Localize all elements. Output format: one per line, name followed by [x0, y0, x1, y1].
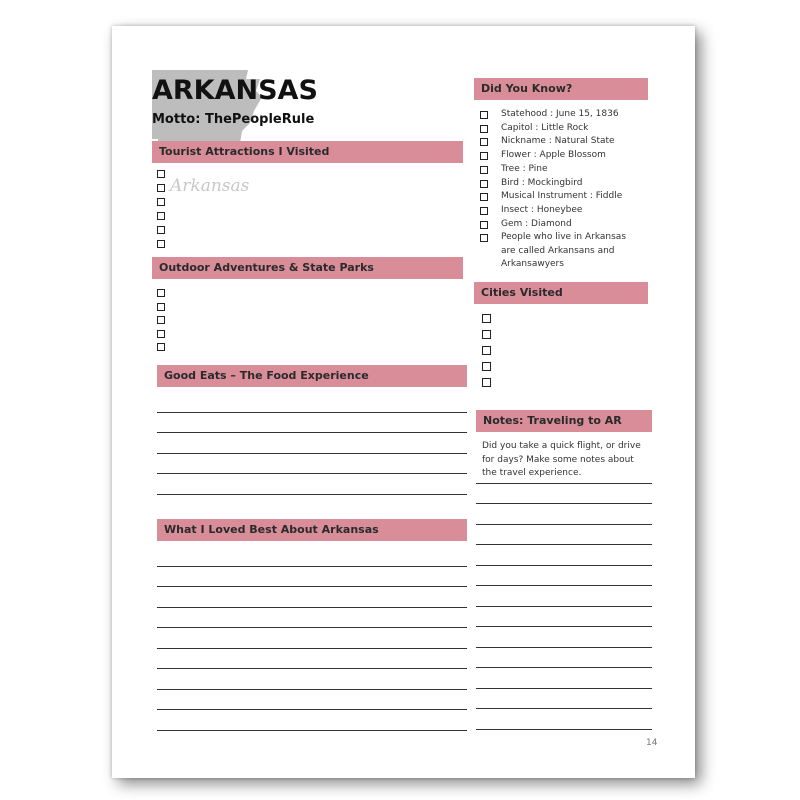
- writing-line[interactable]: [157, 648, 467, 649]
- writing-line[interactable]: [476, 483, 652, 484]
- writing-line[interactable]: [476, 626, 652, 627]
- checkbox[interactable]: [482, 378, 491, 387]
- page-number: 14: [646, 738, 658, 748]
- planner-page: ARKANSAS Motto: ThePeopleRule Tourist Attractions I Visited Arkansas Outdoor Adventures & State Parks Good Eats – The Food Experience What I Loved Best About Arkansas Did You Know? Statehood : June 15, 1836 Capitol : Little Rock Nickname : Natural State Flower : Apple Blossom Tree : Pine Bird : Mockingbird Musical Instrument : Fiddle Insect : Honeybee Gem : Diamond People who live in Arkansas are called Arkansans and Arkansawyers Cities Visited Notes: Traveling to AR Did you take a quick flight, or drive for days? Make some notes about the travel experience. 14: [112, 26, 695, 778]
- writing-line[interactable]: [157, 668, 467, 669]
- arkansas-watermark: Arkansas: [170, 176, 250, 196]
- writing-line[interactable]: [157, 689, 467, 690]
- writing-line[interactable]: [476, 688, 652, 689]
- writing-line[interactable]: [476, 585, 652, 586]
- checkbox[interactable]: [157, 316, 165, 324]
- writing-line[interactable]: [157, 586, 467, 587]
- loved-best-header: What I Loved Best About Arkansas: [157, 519, 467, 541]
- checkbox[interactable]: [157, 240, 165, 248]
- notes-prompt: Did you take a quick flight, or drive for days? Make some notes about the travel experience.: [482, 441, 641, 478]
- checkbox[interactable]: [157, 212, 165, 220]
- good-eats-header: Good Eats – The Food Experience: [157, 365, 467, 387]
- writing-line[interactable]: [157, 494, 467, 495]
- checkbox[interactable]: [482, 346, 491, 355]
- writing-line[interactable]: [157, 432, 467, 433]
- page-title: ARKANSAS: [152, 75, 318, 106]
- writing-line[interactable]: [157, 412, 467, 413]
- writing-line[interactable]: [157, 627, 467, 628]
- checkbox[interactable]: [157, 198, 165, 206]
- writing-line[interactable]: [476, 524, 652, 525]
- checkbox[interactable]: [480, 193, 488, 201]
- checkbox[interactable]: [482, 314, 491, 323]
- writing-line[interactable]: [476, 544, 652, 545]
- outdoor-adventures-header: Outdoor Adventures & State Parks: [152, 257, 463, 279]
- checkbox[interactable]: [480, 180, 488, 188]
- checkbox[interactable]: [480, 152, 488, 160]
- checkbox[interactable]: [157, 170, 165, 178]
- checkbox[interactable]: [157, 184, 165, 192]
- writing-line[interactable]: [476, 503, 652, 504]
- checkbox[interactable]: [480, 207, 488, 215]
- checkbox[interactable]: [480, 234, 488, 242]
- writing-line[interactable]: [476, 729, 652, 730]
- checkbox[interactable]: [157, 303, 165, 311]
- did-you-know-header: Did You Know?: [474, 78, 648, 100]
- checkbox[interactable]: [480, 166, 488, 174]
- cities-visited-header: Cities Visited: [474, 282, 648, 304]
- writing-line[interactable]: [157, 453, 467, 454]
- tourist-attractions-header: Tourist Attractions I Visited: [152, 141, 463, 163]
- writing-line[interactable]: [157, 473, 467, 474]
- writing-line[interactable]: [157, 607, 467, 608]
- writing-line[interactable]: [157, 730, 467, 731]
- writing-line[interactable]: [157, 566, 467, 567]
- checkbox[interactable]: [482, 330, 491, 339]
- checkbox[interactable]: [157, 343, 165, 351]
- checkbox[interactable]: [157, 289, 165, 297]
- notes-header: Notes: Traveling to AR: [476, 410, 652, 432]
- checkbox[interactable]: [482, 362, 491, 371]
- writing-line[interactable]: [476, 606, 652, 607]
- writing-line[interactable]: [476, 647, 652, 648]
- checkbox[interactable]: [480, 221, 488, 229]
- checkbox[interactable]: [157, 330, 165, 338]
- checkbox[interactable]: [480, 138, 488, 146]
- checkbox[interactable]: [480, 125, 488, 133]
- writing-line[interactable]: [476, 667, 652, 668]
- checkbox[interactable]: [157, 226, 165, 234]
- writing-line[interactable]: [476, 708, 652, 709]
- writing-line[interactable]: [476, 565, 652, 566]
- writing-line[interactable]: [157, 709, 467, 710]
- state-motto: Motto: ThePeopleRule: [152, 112, 315, 127]
- checkbox[interactable]: [480, 111, 488, 119]
